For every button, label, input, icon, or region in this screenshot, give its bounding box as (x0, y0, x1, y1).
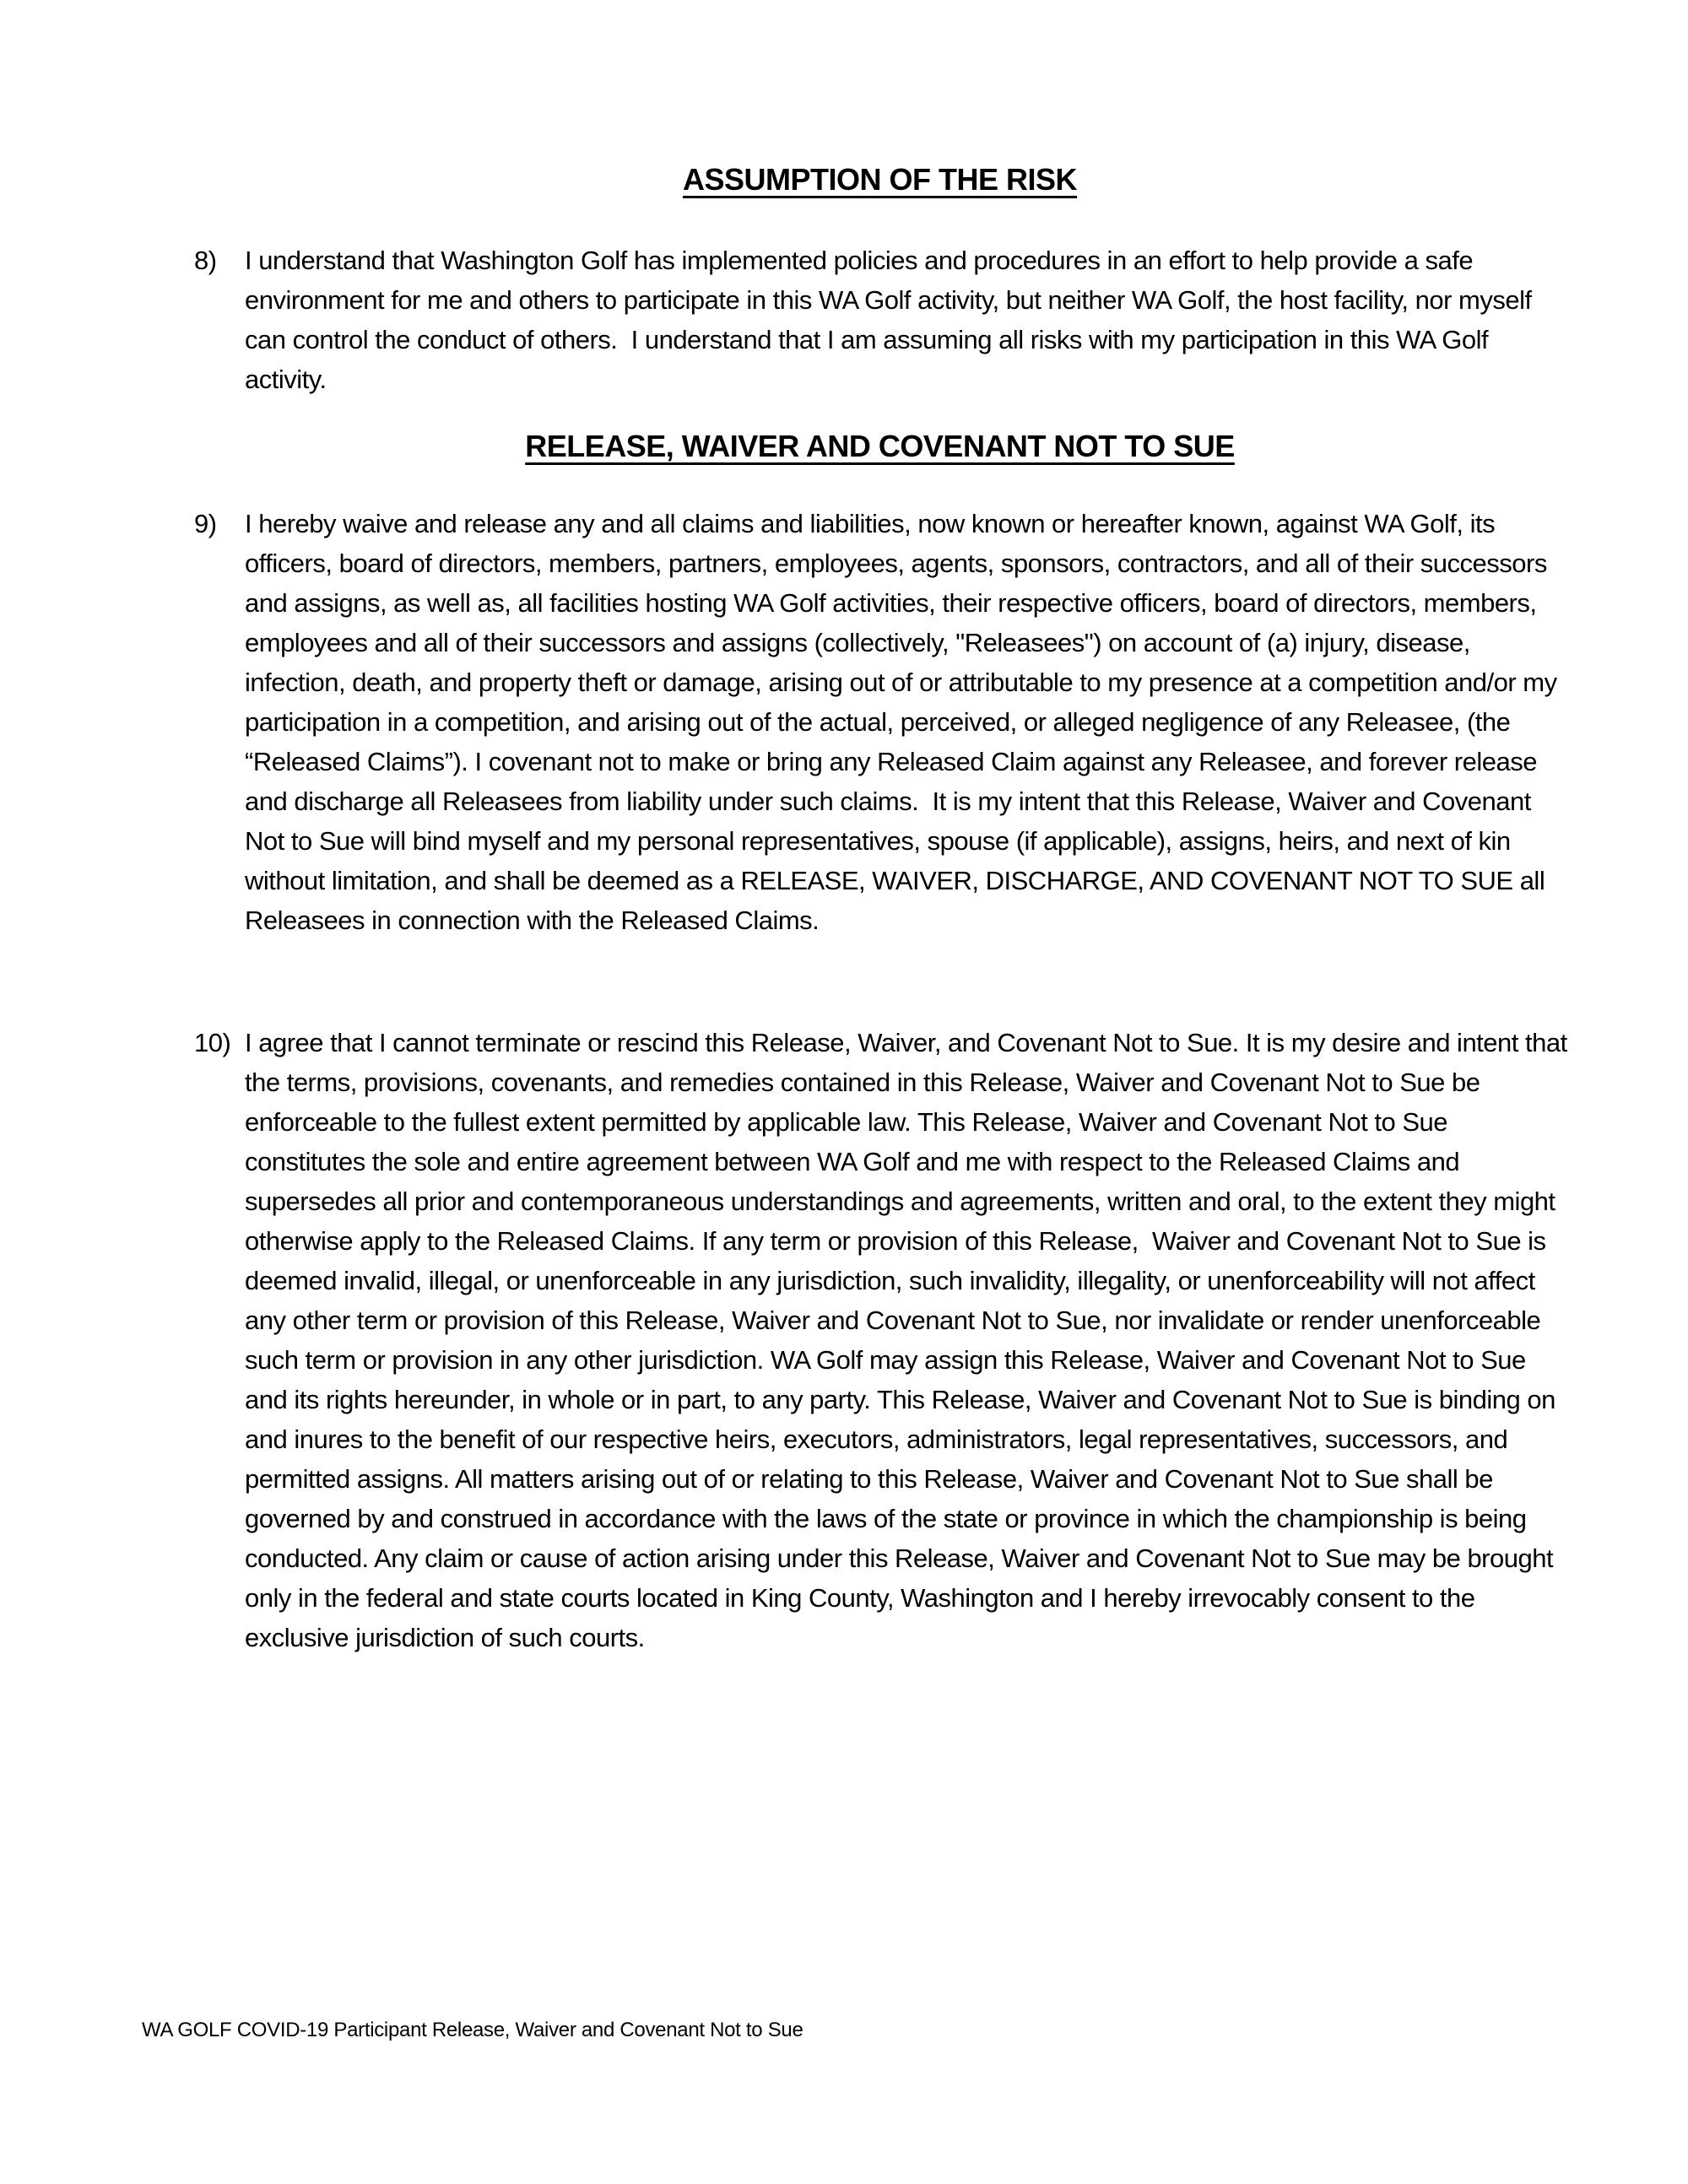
clause-10 (194, 1023, 1578, 1657)
clause-9-number: 9) (194, 509, 217, 538)
clause-8 (194, 241, 1578, 399)
section-heading-assumption-of-risk (198, 162, 1561, 197)
clause-9 (194, 504, 1578, 940)
clause-8-number: 8) (194, 246, 217, 275)
section-heading-assumption-text: ASSUMPTION OF THE RISK (682, 162, 1078, 197)
clause-9-text: I hereby waive and release any and all claims and liabilities, now known or hereafter known, against WA Golf, its officers, board of directors, members, partners, employees, agents, sponsors, contractors, and all of their successors and assigns, as well as, all facilities hosting WA Golf activities, their respective officers, board of directors, members, employees and all of their successors and assigns (collectively, "Releasees") on account of (a) injury, disease, infection, death, and property theft or damage, arising out of or attributable to my presence at a competition and/or my participation in a competition, and arising out of the actual, perceived, or alleged negligence of any Releasee, (the “Released Claims”). I covenant not to make or bring any Released Claim against any Releasee, and forever release and discharge all Releasees from liability under such claims. It is my intent that this Release, Waiver and Covenant Not to Sue will bind myself and my personal representatives, spouse (if applicable), assigns, heirs, and next of kin without limitation, and shall be deemed as a RELEASE, WAIVER, DISCHARGE, AND COVENANT NOT TO SUE all Releasees in connection with the Released Claims. (245, 509, 1564, 935)
section-heading-release-text: RELEASE, WAIVER AND COVENANT NOT TO SUE (525, 429, 1235, 463)
section-heading-release-waiver (198, 429, 1561, 464)
clause-10-number: 10) (194, 1028, 231, 1057)
clause-8-text: I understand that Washington Golf has implemented policies and procedures in an effort to help provide a safe environment for me and others to participate in this WA Golf activity, but neither WA Golf, the host facility, nor myself can control the conduct of others. I understand that I am assuming all risks with my participation in this WA Golf activity. (245, 246, 1539, 394)
footer-text: WA GOLF COVID-19 Participant Release, Waiver and Covenant Not to Sue (142, 2019, 803, 2041)
clause-10-text: I agree that I cannot terminate or rescind this Release, Waiver, and Covenant Not to Sue. It is my desire and intent that the terms, provisions, covenants, and remedies contained in this Release, Waiver and Covenant Not to Sue be enforceable to the fullest extent permitted by applicable law. This Release, Waiver and Covenant Not to Sue constitutes the sole and entire agreement between WA Golf and me with respect to the Released Claims and supersedes all prior and contemporaneous understandings and agreements, written and oral, to the extent they might otherwise apply to the Released Claims. If any term or provision of this Release, Waiver and Covenant Not to Sue is deemed invalid, illegal, or unenforceable in any jurisdiction, such invalidity, illegality, or unenforceability will not affect any other term or provision of this Release, Waiver and Covenant Not to Sue, nor invalidate or render unenforceable such term or provision in any other jurisdiction. WA Golf may assign this Release, Waiver and Covenant Not to Sue and its rights hereunder, in whole or in part, to any party. This Release, Waiver and Covenant Not to Sue is binding on and inures to the benefit of our respective heirs, executors, administrators, legal representatives, successors, and permitted assigns. All matters arising out of or relating to this Release, Waiver and Covenant Not to Sue shall be governed by and construed in accordance with the laws of the state or province in which the championship is being conducted. Any claim or cause of action arising under this Release, Waiver and Covenant Not to Sue may be brought only in the federal and state courts located in King County, Washington and I hereby irrevocably consent to the exclusive jurisdiction of such courts. (245, 1028, 1574, 1652)
